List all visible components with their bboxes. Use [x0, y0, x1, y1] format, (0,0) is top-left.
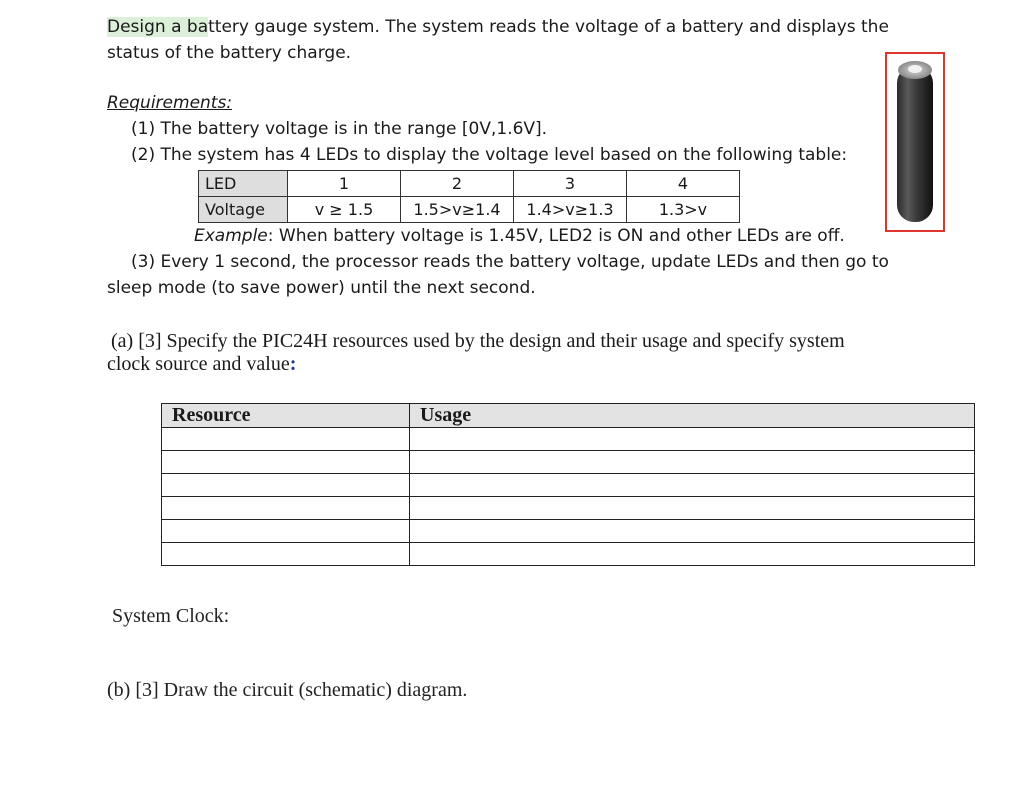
requirement-3-line-2: sleep mode (to save power) until the next second. — [107, 278, 536, 298]
resource-cell[interactable] — [162, 474, 410, 497]
usage-cell[interactable] — [410, 474, 975, 497]
table-cell: 4 — [627, 171, 740, 197]
resource-cell[interactable] — [162, 520, 410, 543]
table-cell: 3 — [514, 171, 627, 197]
led-voltage-table — [198, 170, 740, 223]
requirements-heading: Requirements: — [107, 93, 233, 113]
table-row — [162, 520, 975, 543]
table-row — [162, 428, 975, 451]
resource-header: Resource — [162, 404, 410, 428]
table-header-row — [162, 404, 975, 428]
battery-image-frame — [885, 52, 945, 232]
led-row — [199, 171, 740, 197]
voltage-row — [199, 197, 740, 223]
resource-cell[interactable] — [162, 451, 410, 474]
intro-text-1: ttery gauge system. The system reads the voltage of a battery and displays the — [208, 17, 889, 37]
example-text — [194, 226, 845, 246]
usage-cell[interactable] — [410, 451, 975, 474]
question-a-line-2 — [107, 353, 296, 376]
table-row — [162, 474, 975, 497]
question-a-line-1: (a) [3] Specify the PIC24H resources used by the design and their usage and specify system — [111, 330, 845, 352]
table-cell: 2 — [401, 171, 514, 197]
usage-header: Usage — [410, 404, 975, 428]
table-cell: 1.3>v — [627, 197, 740, 223]
usage-cell[interactable] — [410, 520, 975, 543]
question-a-text: clock source and value — [107, 353, 290, 375]
question-b: (b) [3] Draw the circuit (schematic) diagram. — [107, 679, 468, 701]
example-body: : When battery voltage is 1.45V, LED2 is ON and other LEDs are off. — [267, 226, 845, 246]
system-clock-label: System Clock: — [112, 605, 230, 627]
table-cell: v ≥ 1.5 — [288, 197, 401, 223]
resource-cell[interactable] — [162, 497, 410, 520]
table-row — [162, 451, 975, 474]
table-cell: LED — [199, 171, 288, 197]
example-label: Example — [194, 226, 268, 246]
intro-paragraph — [107, 14, 889, 66]
resource-cell[interactable] — [162, 543, 410, 566]
usage-cell[interactable] — [410, 497, 975, 520]
usage-cell[interactable] — [410, 428, 975, 451]
intro-highlight: Design a ba — [107, 17, 209, 37]
table-cell: Voltage — [199, 197, 288, 223]
resource-cell[interactable] — [162, 428, 410, 451]
usage-cell[interactable] — [410, 543, 975, 566]
resource-table — [161, 403, 975, 566]
intro-text-2: status of the battery charge. — [107, 43, 352, 63]
table-cell: 1 — [288, 171, 401, 197]
table-cell: 1.5>v≥1.4 — [401, 197, 514, 223]
table-cell: 1.4>v≥1.3 — [514, 197, 627, 223]
requirement-3-line-1: (3) Every 1 second, the processor reads the battery voltage, update LEDs and then go to — [131, 252, 889, 272]
question-a-colon: : — [289, 353, 297, 375]
battery-icon — [887, 54, 943, 230]
table-row — [162, 497, 975, 520]
requirement-1: (1) The battery voltage is in the range [0V,1.6V]. — [131, 119, 548, 139]
requirement-2: (2) The system has 4 LEDs to display the voltage level based on the following table: — [131, 145, 848, 165]
table-row — [162, 543, 975, 566]
